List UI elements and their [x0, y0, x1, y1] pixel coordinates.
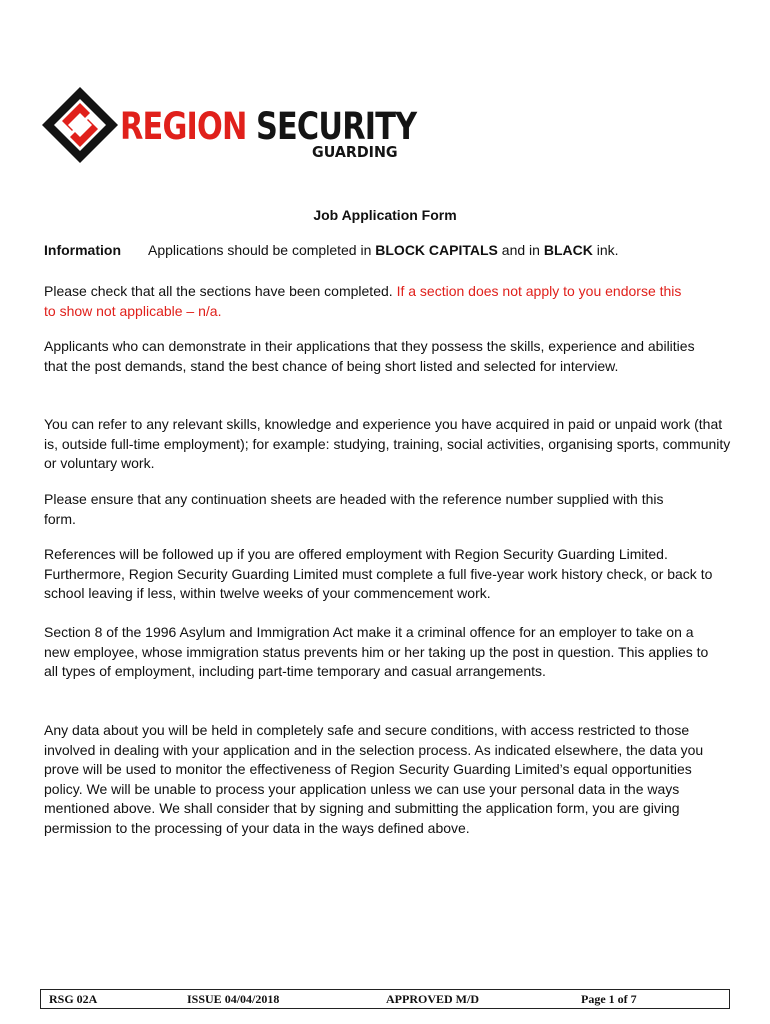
paragraph-references: References will be followed up if you are offered employment with Region Security Guarding Limited. Furthermore, Region Security Guarding Limited must complete a full five-year work history check, or back to school leaving if less, within twelve weeks of your commencement work. — [44, 546, 713, 601]
logo-emblem-icon — [40, 85, 120, 165]
info-bold-black: BLACK — [543, 242, 593, 258]
footer-approved: APPROVED M/D — [386, 992, 479, 1006]
company-logo — [40, 85, 417, 175]
check-text: Please check that all the sections have been completed. — [44, 283, 397, 299]
info-text-after: ink. — [592, 242, 619, 258]
information-label: Information — [44, 242, 121, 258]
not-applicable-note: If a section does not apply to you endorse this to show not applicable – n/a. — [44, 283, 682, 319]
document-footer — [40, 989, 730, 1009]
paragraph-immigration-act: Section 8 of the 1996 Asylum and Immigration Act make it a criminal offence for an employer to take on a new employee, whose immigration status prevents him or her taking up the post in question. This applies to all types of employment, including part-time temporary and casual arrangements. — [44, 624, 709, 679]
paragraph-continuation-sheets: Please ensure that any continuation sheets are headed with the reference number supplied with this form. — [44, 491, 664, 527]
info-bold-capitals: BLOCK CAPITALS — [375, 242, 498, 258]
information-row — [44, 242, 619, 258]
footer-reference: RSG 02A — [49, 992, 98, 1006]
check-sections-paragraph — [44, 282, 684, 321]
info-text-middle: and in — [497, 242, 544, 258]
logo-text-guarding: GUARDING — [312, 143, 398, 161]
logo-text-security: SECURITY — [256, 105, 417, 148]
info-text-before: Applications should be completed in — [148, 242, 376, 258]
paragraph-relevant-skills: You can refer to any relevant skills, knowledge and experience you have acquired in paid or unpaid work (that is, outside full-time employment); for example: studying, training, social activities, organising sports, community or voluntary work. — [44, 416, 731, 471]
footer-page-number: Page 1 of 7 — [581, 992, 637, 1006]
logo-text-region: REGION — [120, 105, 247, 148]
paragraph-applicants: Applicants who can demonstrate in their applications that they possess the skills, experience and abilities that the post demands, stand the best chance of being short listed and selected for interview. — [44, 338, 695, 374]
footer-issue-date: ISSUE 04/04/2018 — [187, 992, 280, 1006]
paragraph-data-protection: Any data about you will be held in completely safe and secure conditions, with access restricted to those involved in dealing with your application and in the selection process. As indicated elsewhere, the data you prove will be used to monitor the effectiveness of Region Security Guarding Limited’s equal opportunities policy. We will be unable to process your application unless we can use your personal data in the ways mentioned above. We shall consider that by signing and submitting the application form, you are giving permission to the processing of your data in the ways defined above. — [44, 722, 704, 836]
page-title: Job Application Form — [313, 207, 457, 223]
